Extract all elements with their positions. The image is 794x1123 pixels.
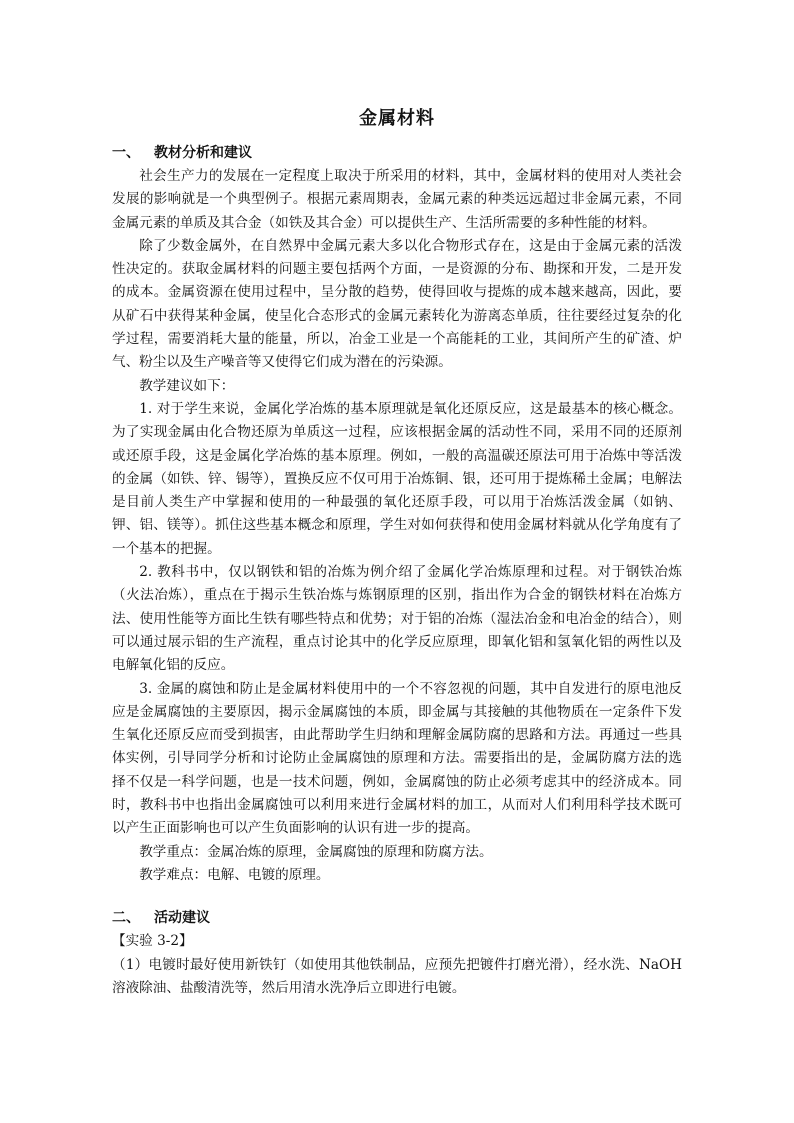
- section-analysis: [112, 142, 682, 887]
- document-title: 金属材料: [359, 108, 435, 129]
- experiment-label: 【实验 3-2】: [112, 933, 193, 950]
- section-number: 一、: [112, 145, 140, 161]
- paragraph: 教学难点：电解、电镀的原理。: [139, 866, 330, 883]
- section-heading: [112, 907, 682, 930]
- document-body: [112, 104, 682, 1000]
- paragraph: 3. 金属的腐蚀和防止是金属材料使用中的一个不容忽视的问题，其中自发进行的原电池反应是金属腐蚀的主要原因，揭示金属腐蚀的本质，即金属与其接触的其他物质在一定条件下发生氧化还原反应而受到损害，由此帮助学生归纳和理解金属防腐的思路和方法。再通过一些具体实例，引导同学分析和讨论防止金属腐蚀的原理和方法。需要指出的是，金属防腐方法的选择不仅是一科学问题，也是一技术问题，例如，金属腐蚀的防止必须考虑其中的经济成本。同时，教科书中也指出金属腐蚀可以利用来进行金属材料的加工，从而对人们利用科学技术既可以产生正面影响也可以产生负面影响的认识有进一步的提高。: [112, 680, 682, 837]
- section-activities: [112, 907, 682, 1000]
- section-heading: [112, 142, 682, 165]
- paragraph: 教学建议如下：: [139, 377, 235, 394]
- paragraph: （1）电镀时最好使用新铁钉（如使用其他铁制品，应预先把镀件打磨光滑），经水洗、NaOH溶液除油、盐酸清洗等，然后用清水洗净后立即进行电镀。: [112, 956, 682, 996]
- paragraph: 教学重点：金属冶炼的原理，金属腐蚀的原理和防腐方法。: [139, 843, 493, 860]
- section-spacer: [112, 887, 682, 907]
- paragraph: 2. 教科书中，仅以钢铁和铝的冶炼为例介绍了金属化学冶炼原理和过程。对于钢铁冶炼（火法冶炼），重点在于揭示生铁冶炼与炼钢原理的区别，指出作为合金的钢铁材料在冶炼方法、使用性能等方面比生铁有哪些特点和优势；对于铝的冶炼（湿法冶金和电冶金的结合），则可以通过展示铝的生产流程，重点讨论其中的化学反应原理，即氧化铝和氢氧化铝的两性以及电解氧化铝的反应。: [112, 564, 682, 674]
- paragraph: 社会生产力的发展在一定程度上取决于所采用的材料，其中，金属材料的使用对人类社会发展的影响就是一个典型例子。根据元素周期表，金属元素的种类远远超过非金属元素，不同金属元素的单质及其合金（如铁及其合金）可以提供生产、生活所需要的多种性能的材料。: [112, 168, 682, 231]
- section-heading-text: 活动建议: [154, 910, 210, 927]
- section-number: 二、: [112, 910, 140, 927]
- paragraph: 1. 对于学生来说，金属化学冶炼的基本原理就是氧化还原反应，这是最基本的核心概念。为了实现金属由化合物还原为单质这一过程，应该根据金属的活动性不同，采用不同的还原剂或还原手段，这是金属化学冶炼的基本原理。例如，一般的高温碳还原法可用于冶炼中等活泼的金属（如铁、锌、锡等），置换反应不仅可用于冶炼铜、银，还可用于提炼稀土金属；电解法是目前人类生产中掌握和使用的一种最强的氧化还原手段，可以用于冶炼活泼金属（如钠、钾、铝、镁等）。抓住这些基本概念和原理，学生对如何获得和使用金属材料就从化学角度有了一个基本的把握。: [112, 400, 682, 557]
- paragraph: 除了少数金属外，在自然界中金属元素大多以化合物形式存在，这是由于金属元素的活泼性决定的。获取金属材料的问题主要包括两个方面，一是资源的分布、勘探和开发，二是开发的成本。金属资源在使用过程中，呈分散的趋势，使得回收与提炼的成本越来越高，因此，要从矿石中获得某种金属，使呈化合态形式的金属元素转化为游离态单质，往往要经过复杂的化学过程，需要消耗大量的能量，所以，冶金工业是一个高能耗的工业，其间所产生的矿渣、炉气、粉尘以及生产噪音等又使得它们成为潜在的污染源。: [112, 237, 682, 371]
- section-heading-text: 教材分析和建议: [154, 145, 252, 161]
